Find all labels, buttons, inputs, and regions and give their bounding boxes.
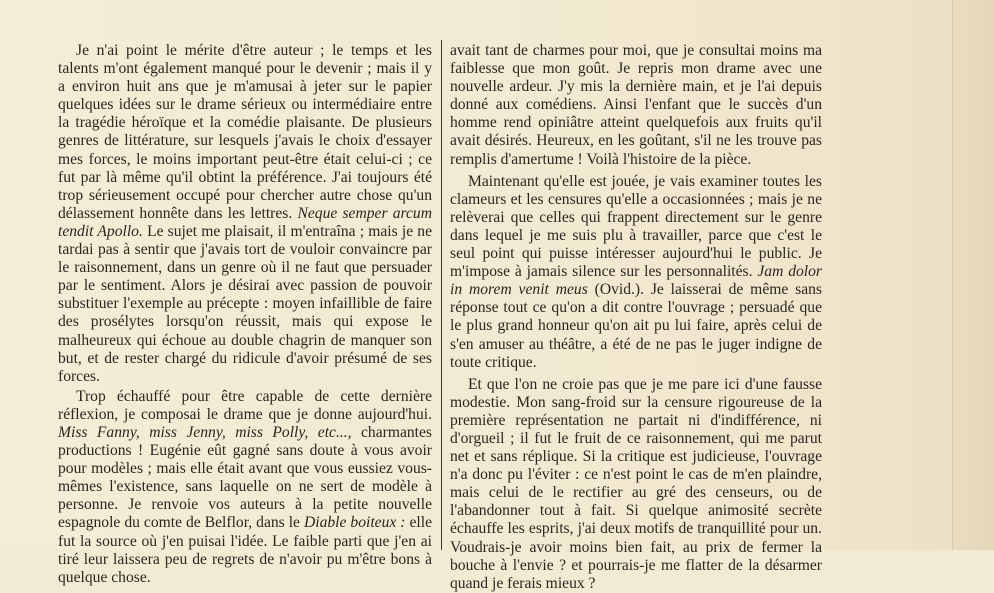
italic-title: Diable boiteux : <box>303 514 406 532</box>
left-text-column <box>58 42 432 587</box>
paragraph <box>450 376 822 593</box>
text-run: charmantes productions ! Eugénie eût gagné sans doute à vous avoir pour modèles ; mais elle était avant que vous eussiez vous-mêmes l'existence, sans laquelle on ne sert de modèle à personne. Je renvoie vos auteurs à la petite nouvelle espagnole du comte de Belflor, dans le <box>58 423 433 532</box>
column-divider <box>441 40 442 550</box>
paragraph <box>58 388 432 587</box>
text-run: elle fut la source où j'en puisai l'idée. Le faible parti que j'en ai tiré leur laissera peu de regrets de n'avoir pu m'être bons à quelque chose. <box>58 514 433 586</box>
text-run: Maintenant qu'elle est jouée, je vais examiner toutes les clameurs et les censures qu'elle a occasionnées ; mais je ne relèverai que celles qui frappent directement sur le genre dans lequel je me suis plu à travailler, parce que c'est le seul point qui puisse intéresser aujourd'hui le public. Je m'impose à jamais silence sur les personnalités. <box>450 172 822 281</box>
right-text-column <box>450 42 822 593</box>
latin-quote: Jam dolor in morem venit meus <box>450 263 822 299</box>
italic-titles: Miss Fanny, miss Jenny, miss Polly, etc..., <box>58 423 352 441</box>
text-run: (Ovid.). Je laisserai de même sans réponse tout ce qu'on a dit contre l'ouvrage ; persuadé que le plus grand honneur qu'on ait pu lui faire, après celui de s'en amuser au théâtre, a été de ne pas le juger indigne de toute critique. <box>450 281 822 371</box>
text-run: avait tant de charmes pour moi, que je consultai moins ma faiblesse que mon goût. Je repris mon drame avec une nouvelle ardeur. J'y mis la dernière main, et je l'ai depuis donné aux comédiens. Ainsi l'enfant que le succès d'un homme rend opiniâtre atteint quelquefois aux fruits qu'il avait désirés. Heureux, en les goûtant, s'il ne les trouve pas remplis d'amertume ! Voilà l'histoire de la pièce. <box>450 42 822 168</box>
text-run: Le sujet me plaisait, il m'entraîna ; mais je ne tardai pas à sentir que j'avais tort de vouloir convaincre par le raisonnement, dans un genre où il ne faut que persuader par le sentiment. Alors je désirai avec passion de pouvoir substituer l'exemple au précepte : moyen infaillible de faire des prosélytes lorsqu'on réussit, mais qui expose le malheureux qui échoue au double chagrin de manquer son but, et de rester chargé du ridicule d'avoir présumé de ses forces. <box>58 222 433 385</box>
paragraph <box>58 42 432 386</box>
text-run: Trop échauffé pour être capable de cette dernière réflexion, je composai le drame que je donne aujourd'hui. <box>58 387 432 423</box>
text-run: Et que l'on ne croie pas que je me pare ici d'une fausse modestie. Mon sang-froid sur la censure rigoureuse de la première représentation ne partait ni d'indifférence, ni d'orgueil ; il fut le fruit de ce raisonnement, qui me parut net et sans réplique. Si la critique est judicieuse, l'ouvrage n'a donc pu l'éviter : ce n'est point le cas de m'en plaindre, mais celui de le rectifier au gré des censeurs, ou de l'abandonner tout à fait. Si quelque animosité secrète échauffe les esprits, j'ai deux motifs de tranquillité pour un. Voudrais-je avoir moins bien fait, au prix de fermer la bouche à l'envie ? et pourrais-je me flatter de la désarmer quand je ferais mieux ? <box>450 375 822 592</box>
paragraph <box>450 173 822 372</box>
adjacent-page-edge <box>952 0 994 550</box>
latin-quote: Neque semper arcum tendit Apollo. <box>58 204 432 240</box>
text-run: Je n'ai point le mérite d'être auteur ; le temps et les talents m'ont également manqué pour le devenir ; mais il y a environ huit ans que je m'amusai à jeter sur le papier quelques idées sur le drame sérieux ou intermédiaire entre la tragédie héroïque et la comédie plaisante. De plusieurs genres de littérature, sur lesquels j'avais le choix d'essayer mes forces, le moins important peut-être était celui-ci ; ce fut par là même qu'il obtint la préférence. J'ai toujours été trop sérieusement occupé pour chercher autre chose qu'un délassement honnête dans les lettres. <box>58 42 432 222</box>
paragraph <box>450 42 822 169</box>
